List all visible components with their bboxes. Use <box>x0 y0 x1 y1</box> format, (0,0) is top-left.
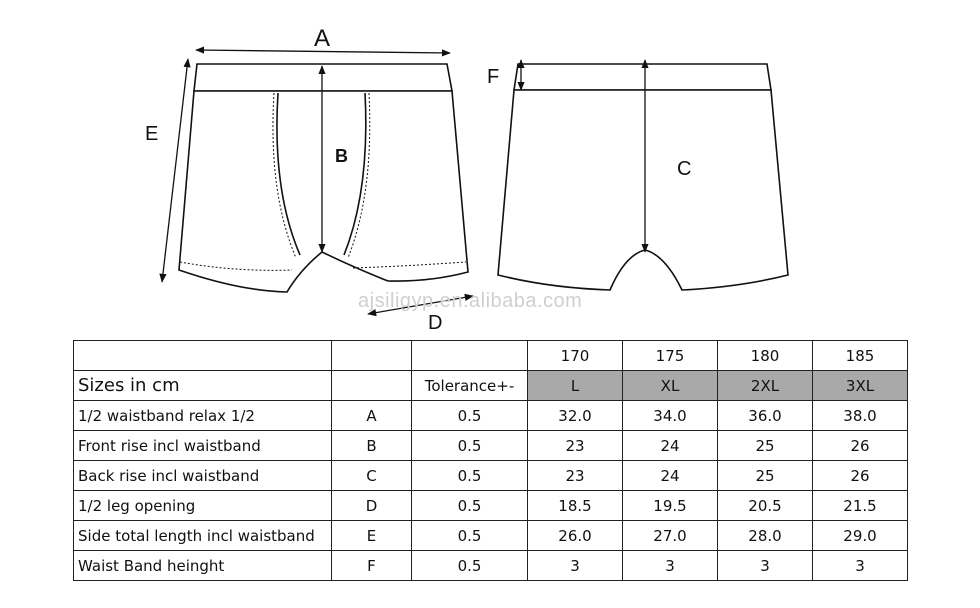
table-row <box>74 521 908 551</box>
label-c: C <box>677 158 692 180</box>
row-value: 21.5 <box>813 491 908 521</box>
table-row <box>74 401 908 431</box>
row-value: 27.0 <box>623 521 718 551</box>
size-number-170: 170 <box>528 341 623 371</box>
size-table <box>73 340 908 581</box>
label-d: D <box>428 312 443 334</box>
label-e: E <box>145 123 159 145</box>
back-body <box>498 90 788 290</box>
table-row <box>74 551 908 581</box>
size-number-row <box>74 341 908 371</box>
row-value: 3 <box>813 551 908 581</box>
back-view <box>498 64 788 290</box>
label-f: F <box>487 66 500 88</box>
row-value: 19.5 <box>623 491 718 521</box>
label-a: A <box>314 25 331 52</box>
row-value: 18.5 <box>528 491 623 521</box>
size-number-175: 175 <box>623 341 718 371</box>
row-value: 34.0 <box>623 401 718 431</box>
row-value: 3 <box>528 551 623 581</box>
table-row <box>74 431 908 461</box>
front-body <box>179 91 468 292</box>
row-value: 25 <box>718 431 813 461</box>
row-value: 20.5 <box>718 491 813 521</box>
row-tolerance: 0.5 <box>412 491 528 521</box>
row-value: 3 <box>623 551 718 581</box>
row-tolerance: 0.5 <box>412 521 528 551</box>
row-value: 23 <box>528 431 623 461</box>
size-number-180: 180 <box>718 341 813 371</box>
row-tolerance: 0.5 <box>412 551 528 581</box>
size-number-185: 185 <box>813 341 908 371</box>
row-value: 24 <box>623 461 718 491</box>
row-value: 24 <box>623 431 718 461</box>
size-label-3xl: 3XL <box>813 371 908 401</box>
row-code: B <box>332 431 412 461</box>
row-name: Back rise incl waistband <box>74 461 332 491</box>
row-value: 26 <box>813 431 908 461</box>
row-name: 1/2 leg opening <box>74 491 332 521</box>
row-code: E <box>332 521 412 551</box>
size-label-row <box>74 371 908 401</box>
row-name: Waist Band heinght <box>74 551 332 581</box>
row-name: Side total length incl waistband <box>74 521 332 551</box>
row-value: 26 <box>813 461 908 491</box>
label-b: B <box>335 146 348 166</box>
row-name: Front rise incl waistband <box>74 431 332 461</box>
row-value: 26.0 <box>528 521 623 551</box>
tolerance-header: Tolerance+- <box>412 371 528 401</box>
row-value: 25 <box>718 461 813 491</box>
row-tolerance: 0.5 <box>412 401 528 431</box>
row-tolerance: 0.5 <box>412 431 528 461</box>
row-value: 28.0 <box>718 521 813 551</box>
front-view <box>179 64 468 292</box>
size-label-l: L <box>528 371 623 401</box>
row-code: D <box>332 491 412 521</box>
front-waistband <box>194 64 452 91</box>
row-tolerance: 0.5 <box>412 461 528 491</box>
row-value: 3 <box>718 551 813 581</box>
watermark: ajsiligyp.en.alibaba.com <box>358 290 583 312</box>
size-label-2xl: 2XL <box>718 371 813 401</box>
row-value: 32.0 <box>528 401 623 431</box>
row-code: F <box>332 551 412 581</box>
row-value: 29.0 <box>813 521 908 551</box>
table-row <box>74 461 908 491</box>
table-row <box>74 491 908 521</box>
row-code: C <box>332 461 412 491</box>
row-name: 1/2 waistband relax 1/2 <box>74 401 332 431</box>
table-title: Sizes in cm <box>74 371 332 401</box>
size-label-xl: XL <box>623 371 718 401</box>
row-value: 36.0 <box>718 401 813 431</box>
row-code: A <box>332 401 412 431</box>
row-value: 38.0 <box>813 401 908 431</box>
row-value: 23 <box>528 461 623 491</box>
back-waistband <box>514 64 771 90</box>
